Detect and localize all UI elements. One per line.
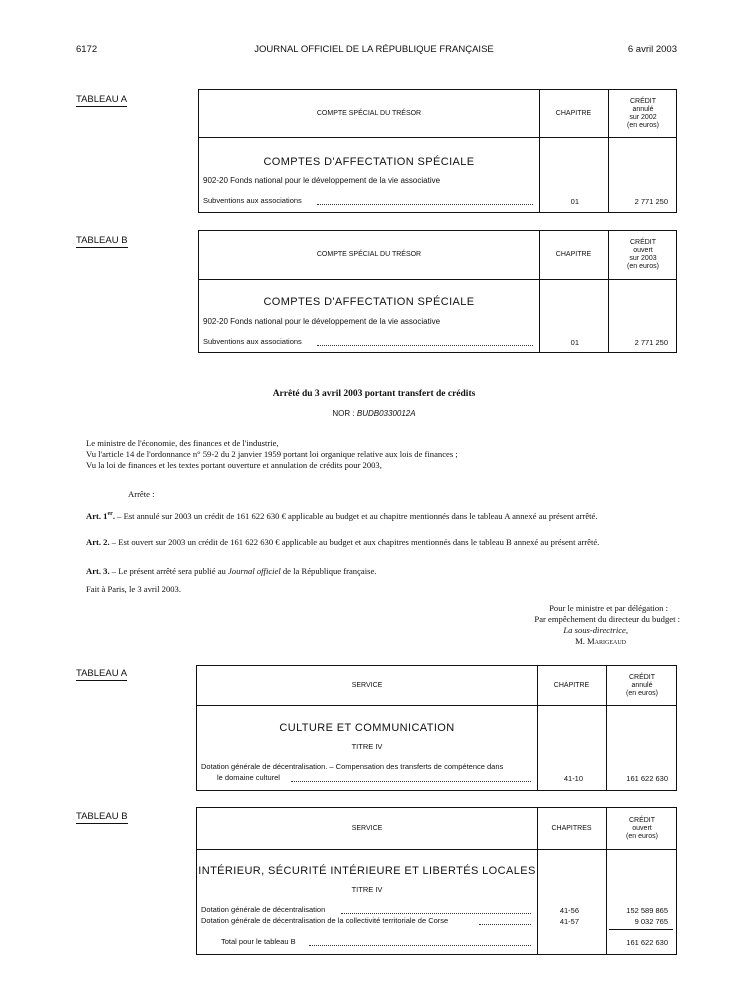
table1-col-chapter: CHAPITRE	[555, 109, 592, 117]
table4-row1-credit: 152 589 865	[626, 906, 668, 915]
page-number: 6172	[76, 44, 98, 55]
table3-row-line2: le domaine culturel	[217, 773, 280, 782]
table4-section-title: INTÉRIEUR, SÉCURITÉ INTÉRIEURE ET LIBERTÉS LOCALES	[198, 865, 536, 877]
decree-done: Fait à Paris, le 3 avril 2003.	[86, 584, 181, 594]
table4	[196, 807, 677, 955]
table2-row-label: Subventions aux associations	[203, 337, 302, 346]
table2-row-chapter: 01	[570, 338, 579, 347]
table4-col-credit: CRÉDIT ouvert (en euros)	[626, 816, 658, 840]
table4-row2-label: Dotation générale de décentralisation de la collectivité territoriale de Corse	[201, 916, 449, 925]
journal-title: JOURNAL OFFICIEL DE LA RÉPUBLIQUE FRANÇAISE	[254, 44, 494, 55]
decree-nor: NOR : BUDB0330012A	[332, 409, 416, 418]
table3-label: TABLEAU A	[76, 668, 128, 679]
table2-row-credit: 2 771 250	[634, 338, 668, 347]
table3-col-chapter: CHAPITRE	[553, 681, 590, 689]
decree-intro: Le ministre de l'économie, des finances et de l'industrie, Vu l'article 14 de l'ordonnance n° 59-2 du 2 janvier 1959 portant loi organique relative aux lois de finances ; Vu la loi de finances et les textes portant ouverture et annulation de crédits pour 2003,	[86, 438, 458, 470]
table1-col-credit: CRÉDIT annulé sur 2002 (en euros)	[627, 97, 659, 129]
article-2: Art. 2. – Est ouvert sur 2003 un crédit de 161 622 630 € applicable au budget et aux chapitres mentionnés dans le tableau B annexé au présent arrêté.	[86, 537, 600, 547]
table1-subtitle: 902-20 Fonds national pour le développement de la vie associative	[203, 176, 441, 185]
table4-col-service: SERVICE	[351, 824, 383, 832]
table2-col-account: COMPTE SPÉCIAL DU TRÉSOR	[316, 251, 422, 258]
table1-row-chapter: 01	[570, 197, 579, 206]
table3-col-credit: CRÉDIT annulé (en euros)	[626, 673, 658, 697]
table3-row-chapter: 41-10	[563, 774, 583, 783]
decree-arrete: Arrête :	[128, 489, 155, 499]
table1-section-title: COMPTES D'AFFECTATION SPÉCIALE	[263, 156, 475, 168]
table4-row1-label: Dotation générale de décentralisation	[201, 905, 326, 914]
table4-row1-chapter: 41-56	[559, 906, 579, 915]
decree-title: Arrêté du 3 avril 2003 portant transfert de crédits	[272, 389, 476, 399]
table3-section-title: CULTURE ET COMMUNICATION	[279, 722, 455, 734]
table4-total-label: Total pour le tableau B	[221, 937, 296, 946]
table4-col-chapters: CHAPITRES	[551, 824, 592, 832]
table2-label: TABLEAU B	[76, 235, 128, 246]
table3-subtitle: TITRE IV	[351, 742, 383, 751]
table1	[198, 89, 677, 213]
table2-section-title: COMPTES D'AFFECTATION SPÉCIALE	[263, 296, 475, 308]
table3	[196, 665, 677, 791]
table2-subtitle: 902-20 Fonds national pour le développement de la vie associative	[203, 317, 441, 326]
table3-col-service: SERVICE	[351, 681, 383, 689]
page-date: 6 avril 2003	[627, 44, 677, 55]
table4-row2-credit: 9 032 765	[634, 917, 668, 926]
table2-col-chapter: CHAPITRE	[555, 251, 592, 258]
table1-col-account: COMPTE SPÉCIAL DU TRÉSOR	[316, 109, 422, 117]
table4-subtitle: TITRE IV	[351, 885, 383, 894]
table1-row-label: Subventions aux associations	[203, 196, 302, 205]
table2	[198, 230, 677, 353]
article-1: Art. 1er. – Est annulé sur 2003 un crédit de 161 622 630 € applicable au budget et au chapitre mentionnés dans le tableau A annexé au présent arrêté.	[86, 510, 598, 521]
table1-row-credit: 2 771 250	[634, 197, 668, 206]
table4-total-value: 161 622 630	[626, 938, 668, 947]
table1-label: TABLEAU A	[76, 94, 128, 105]
table4-label: TABLEAU B	[76, 811, 128, 822]
table3-row-line1: Dotation générale de décentralisation. – Compensation des transferts de compétence dans	[201, 762, 504, 771]
table4-row2-chapter: 41-57	[559, 917, 579, 926]
article-3: Art. 3. – Le présent arrêté sera publié au Journal officiel de la République française.	[86, 566, 377, 576]
table2-col-credit: CRÉDIT ouvert sur 2003 (en euros)	[627, 239, 659, 270]
table3-row-credit: 161 622 630	[626, 774, 668, 783]
signature-block: Pour le ministre et par délégation : Par empêchement du directeur du budget : La sous-directrice, M. Marigeaud	[534, 603, 680, 646]
